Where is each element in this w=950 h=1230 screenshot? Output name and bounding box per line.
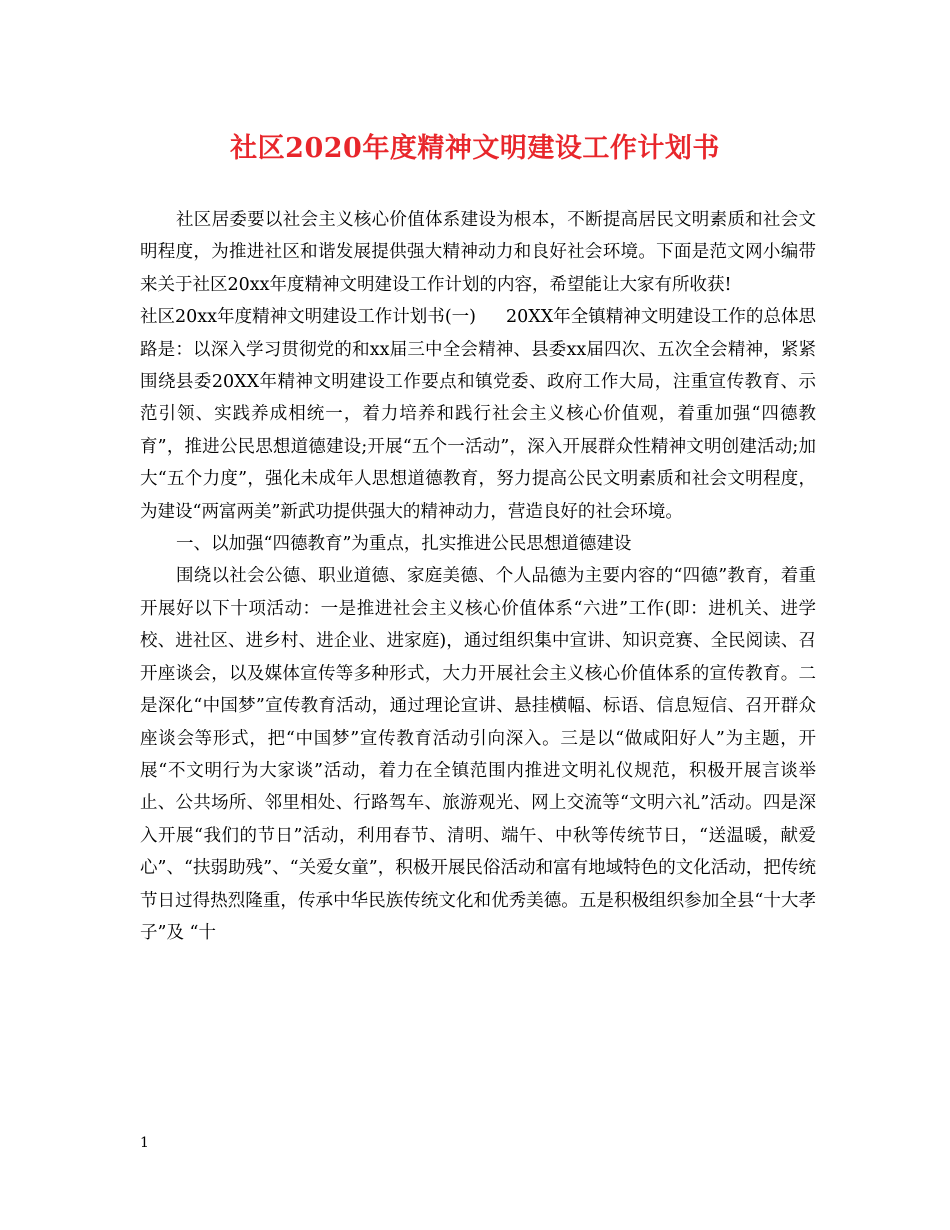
intro-paragraph: 社区居委要以社会主义核心价值体系建设为根本，不断提高居民文明素质和社会文明程度，为推进社区和谐发展提供强大精神动力和良好社会环境。下面是范文网小编带来关于社区20xx年度精神文明建设工作计划的内容，希望能让大家有所收获! xyxy=(140,210,816,295)
section1-body: 围绕以社会公德、职业道德、家庭美德、个人品德为主要内容的“四德”教育，着重开展好以下十项活动：一是推进社会主义核心价值体系“六进”工作(即：进机关、进学校、进社区、进乡村、进企业、进家庭)，通过组织集中宣讲、知识竞赛、全民阅读、召开座谈会，以及媒体宣传等多种形式，大力开展社会主义核心价值体系的宣传教育。二是深化“中国梦”宣传教育活动，通过理论宣讲、悬挂横幅、标语、信息短信、召开群众座谈会等形式，把“中国梦”宣传教育活动引向深入。三是以“做咸阳好人”为主题，开展“不文明行为大家谈”活动，着力在全镇范围内推进文明礼仪规范，积极开展言谈举止、公共场所、邻里相处、行路驾车、旅游观光、网上交流等“文明六礼”活动。四是深入开展“我们的节日”活动，利用春节、清明、端午、中秋等传统节日，“送温暖，献爱心”、“扶弱助残”、“关爱女童”，积极开展民俗活动和富有地域特色的文化活动，把传统节日过得热烈隆重，传承中华民族传统文化和优秀美德。五是积极组织参加全县“十大孝子”及 “十 xyxy=(140,566,816,943)
overview-text: 20XX年全镇精神文明建设工作的总体思路是：以深入学习贯彻党的和xx届三中全会精神、县委xx届四次、五次全会精神，紧紧围绕县委20XX年精神文明建设工作要点和镇党委、政府工作大局，注重宣传教育、示范引领、实践养成相统一，着力培养和践行社会主义核心价值观，着重加强“四德教育”，推进公民思想道德建设;开展“五个一活动”，深入开展群众性精神文明创建活动;加大“五个力度”，强化未成年人思想道德教育，努力提高公民文明素质和社会文明程度，为建设“两富两美”新武功提供强大的精神动力，营造良好的社会环境。 xyxy=(140,307,816,522)
page-number: 1 xyxy=(140,1135,149,1151)
document-title: 社区2020年度精神文明建设工作计划书 xyxy=(230,133,720,164)
plan-paragraph xyxy=(140,301,816,528)
document-body xyxy=(140,204,816,949)
plan-heading: 社区20xx年度精神文明建设工作计划书(一) xyxy=(140,307,477,328)
section1-heading: 一、以加强“四德教育”为重点，扎实推进公民思想道德建设 xyxy=(176,534,632,555)
